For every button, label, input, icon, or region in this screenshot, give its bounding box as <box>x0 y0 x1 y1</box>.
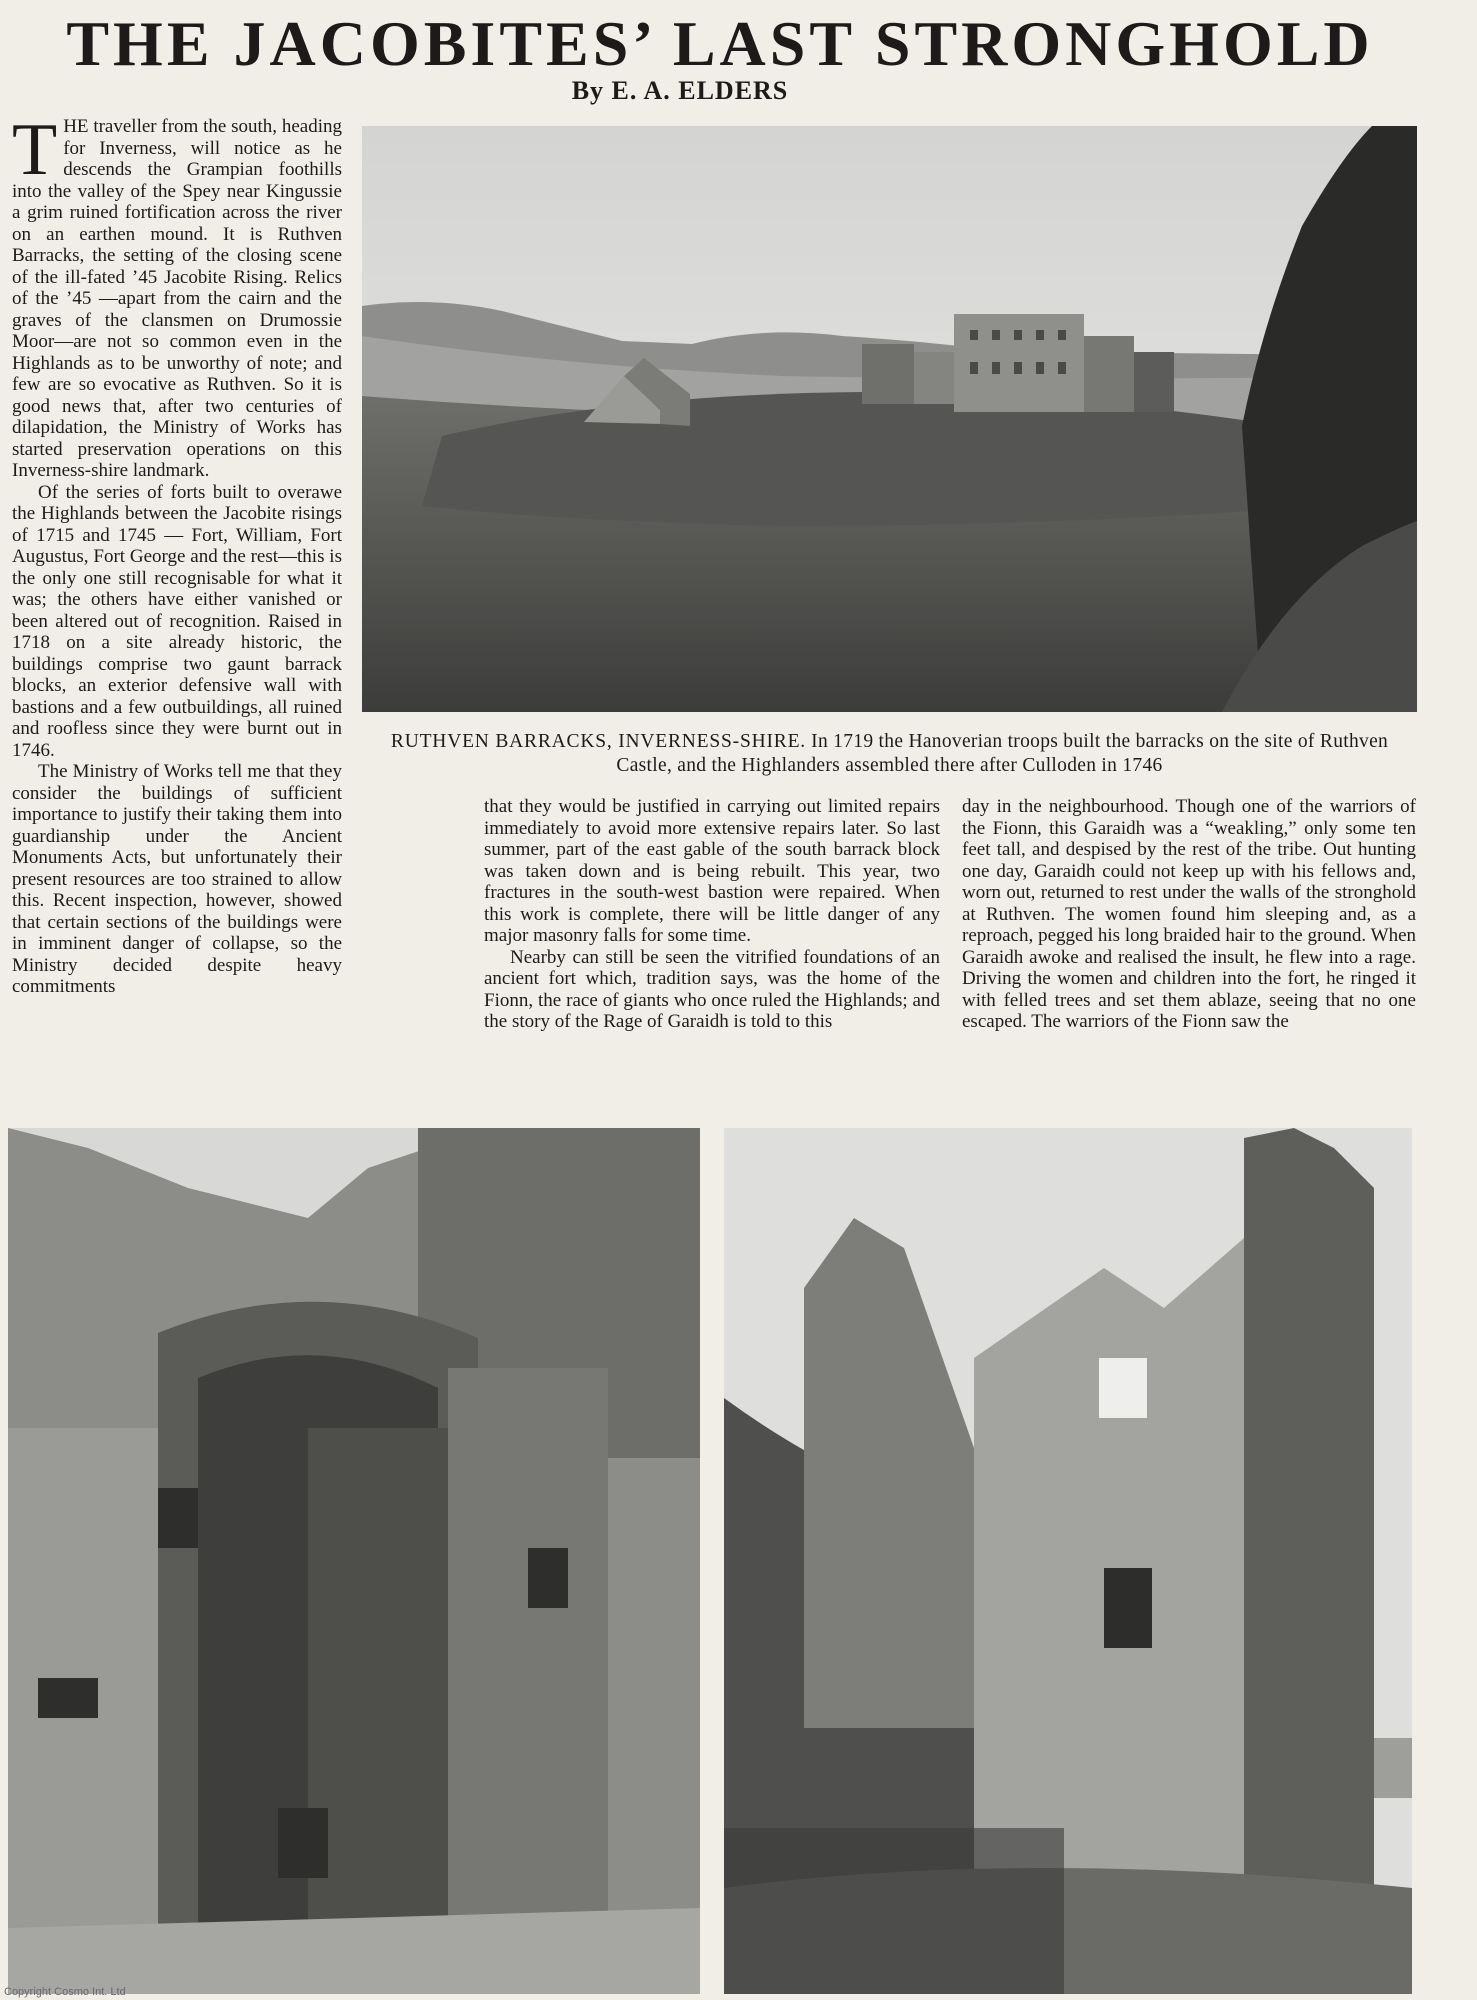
ruin-gable-photo <box>724 1128 1412 1994</box>
column-1-paragraph-3: The Ministry of Works tell me that they consider the buildings of sufficient importance to justify their taking them into guardianship under the Ancient Monuments Acts, but unfortunately their present resources are too strained to allow this. Recent inspection, however, showed that certain sections of the buildings were in imminent danger of collapse, so the Ministry decided despite heavy commitments <box>12 761 342 997</box>
caption-text: In 1719 the Hanoverian troops built the barracks on the site of Ruthven Castle, and the Highlanders assembled there after Culloden in 1746 <box>616 731 1389 776</box>
photo-caption <box>362 730 1417 778</box>
article-byline: By E. A. ELDERS <box>571 76 789 105</box>
paragraph-text: HE traveller from the south, heading for Inverness, will notice as he descends the Grampian foothills into the valley of the Spey near Kingussie a grim ruined fortification across the river on an earthen mound. It is Ruthven Barracks, the setting of the closing scene of the ill-fated ’45 Jacobite Rising. Relics of the ’45 —apart from the cairn and the graves of the clansmen on Drumossie Moor—are not so common even in the Highlands as to be unworthy of note; and few are so evocative as Ruthven. So it is good news that, after two centuries of dilapidation, the Ministry of Works has started preservation operations on this Inverness-shire landmark. <box>12 116 342 481</box>
column-1-paragraph-2: Of the series of forts built to overawe the Highlands between the Jacobite risings of 1715 and 1745 — Fort, William, Fort Augustus, Fort George and the rest—this is the only one still recognisable for what it was; the others have either vanished or been altered out of recognition. Raised in 1718 on a site already historic, the buildings comprise two gaunt barrack blocks, an exterior defensive wall with bastions and a few outbuildings, all ruined and roofless since they were burnt out in 1746. <box>12 481 342 761</box>
ruthven-barracks-photo <box>362 126 1417 712</box>
column-1-paragraph-1 <box>12 109 342 482</box>
column-1 <box>12 109 342 998</box>
drop-cap: T <box>12 109 58 191</box>
copyright-notice: Copyright Cosmo Int. Ltd <box>4 1986 126 1998</box>
article-title: THE JACOBITES’ LAST STRONGHOLD <box>66 8 1374 79</box>
column-3 <box>962 796 1416 1033</box>
column-2-paragraph-2: Nearby can still be seen the vitrified foundations of an ancient fort which, tradition says, was the home of the Fionn, the race of giants who once ruled the Highlands; and the story of the Rage of Garaidh is told to this <box>484 946 940 1032</box>
ruin-archway-photo <box>8 1128 700 1994</box>
column-3-paragraph-1: day in the neighbourhood. Though one of the warriors of the Fionn, this Garaidh was a “weakling,” only some ten feet tall, and despised by the rest of the tribe. Out hunting one day, Garaidh could not keep up with his fellows and, worn out, returned to rest under the walls of the stronghold at Ruthven. The women found him sleeping and, as a reproach, pegged his long braided hair to the ground. When Garaidh awoke and realised the insult, he flew into a rage. Driving the women and children into the fort, he ringed it with felled trees and set them ablaze, seeing that no one escaped. The warriors of the Fionn saw the <box>962 796 1416 1032</box>
column-2-paragraph-1: that they would be justified in carrying out limited repairs immediately to avoid more extensive repairs later. So last summer, part of the east gable of the south barrack block was taken down and is being rebuilt. This year, two fractures in the south-west bastion were repaired. When this work is complete, there will be little danger of any major masonry falls for some time. <box>484 796 940 946</box>
column-2 <box>484 796 940 1033</box>
caption-lead: RUTHVEN BARRACKS, INVERNESS-SHIRE. <box>390 731 806 752</box>
